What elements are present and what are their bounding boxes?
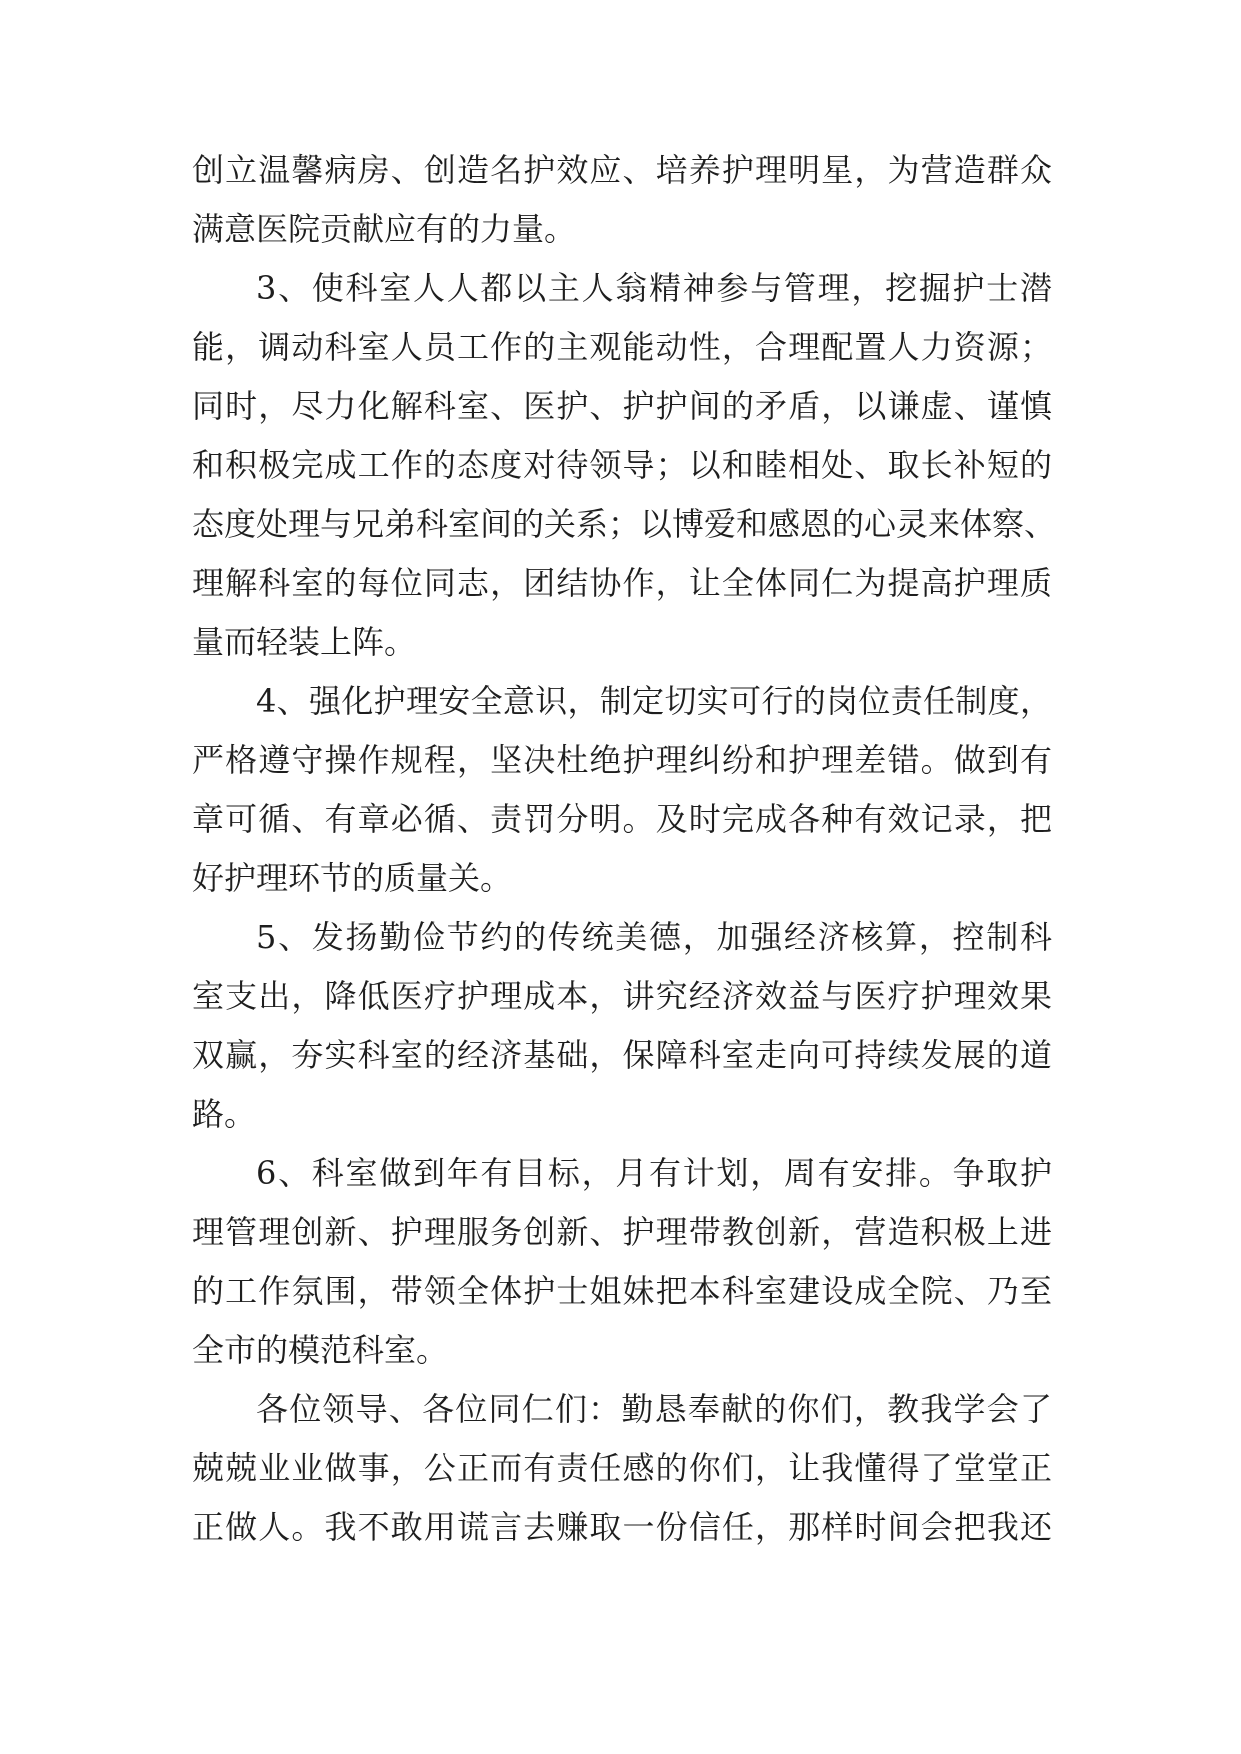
text-line: 严格遵守操作规程，坚决杜绝护理纠纷和护理差错。做到有 bbox=[192, 741, 1052, 779]
paragraph-5-first-line: 5、发扬勤俭节约的传统美德，加强经济核算，控制科 bbox=[256, 918, 1052, 956]
closing-paragraph-first-line: 各位领导、各位同仁们：勤恳奉献的你们，教我学会了 bbox=[256, 1390, 1052, 1428]
text-line: 的工作氛围，带领全体护士姐妹把本科室建设成全院、乃至 bbox=[192, 1272, 1052, 1310]
text-line: 路。 bbox=[192, 1095, 257, 1133]
text-line: 量而轻装上阵。 bbox=[192, 623, 417, 661]
text-line: 理管理创新、护理服务创新、护理带教创新，营造积极上进 bbox=[192, 1213, 1052, 1251]
text-line: 理解科室的每位同志，团结协作，让全体同仁为提高护理质 bbox=[192, 564, 1052, 602]
text-line: 正做人。我不敢用谎言去赚取一份信任，那样时间会把我还 bbox=[192, 1508, 1052, 1546]
text-line: 和积极完成工作的态度对待领导；以和睦相处、取长补短的 bbox=[192, 446, 1052, 484]
paragraph-6-first-line: 6、科室做到年有目标，月有计划，周有安排。争取护 bbox=[256, 1154, 1052, 1192]
text-line: 好护理环节的质量关。 bbox=[192, 859, 513, 897]
text-line: 兢兢业业做事，公正而有责任感的你们，让我懂得了堂堂正 bbox=[192, 1449, 1052, 1487]
paragraph-4-first-line: 4、强化护理安全意识，制定切实可行的岗位责任制度， bbox=[256, 682, 1052, 720]
text-line: 室支出，降低医疗护理成本，讲究经济效益与医疗护理效果 bbox=[192, 977, 1052, 1015]
text-line: 创立温馨病房、创造名护效应、培养护理明星，为营造群众 bbox=[192, 151, 1052, 189]
text-line: 双赢，夯实科室的经济基础，保障科室走向可持续发展的道 bbox=[192, 1036, 1052, 1074]
text-line: 满意医院贡献应有的力量。 bbox=[192, 210, 577, 248]
text-line: 能，调动科室人员工作的主观能动性，合理配置人力资源； bbox=[192, 328, 1052, 366]
text-line: 同时，尽力化解科室、医护、护护间的矛盾，以谦虚、谨慎 bbox=[192, 387, 1052, 425]
text-line: 态度处理与兄弟科室间的关系；以博爱和感恩的心灵来体察、 bbox=[192, 505, 1057, 543]
text-line: 章可循、有章必循、责罚分明。及时完成各种有效记录，把 bbox=[192, 800, 1052, 838]
text-line: 全市的模范科室。 bbox=[192, 1331, 449, 1369]
paragraph-3-first-line: 3、使科室人人都以主人翁精神参与管理，挖掘护士潜 bbox=[256, 269, 1052, 307]
